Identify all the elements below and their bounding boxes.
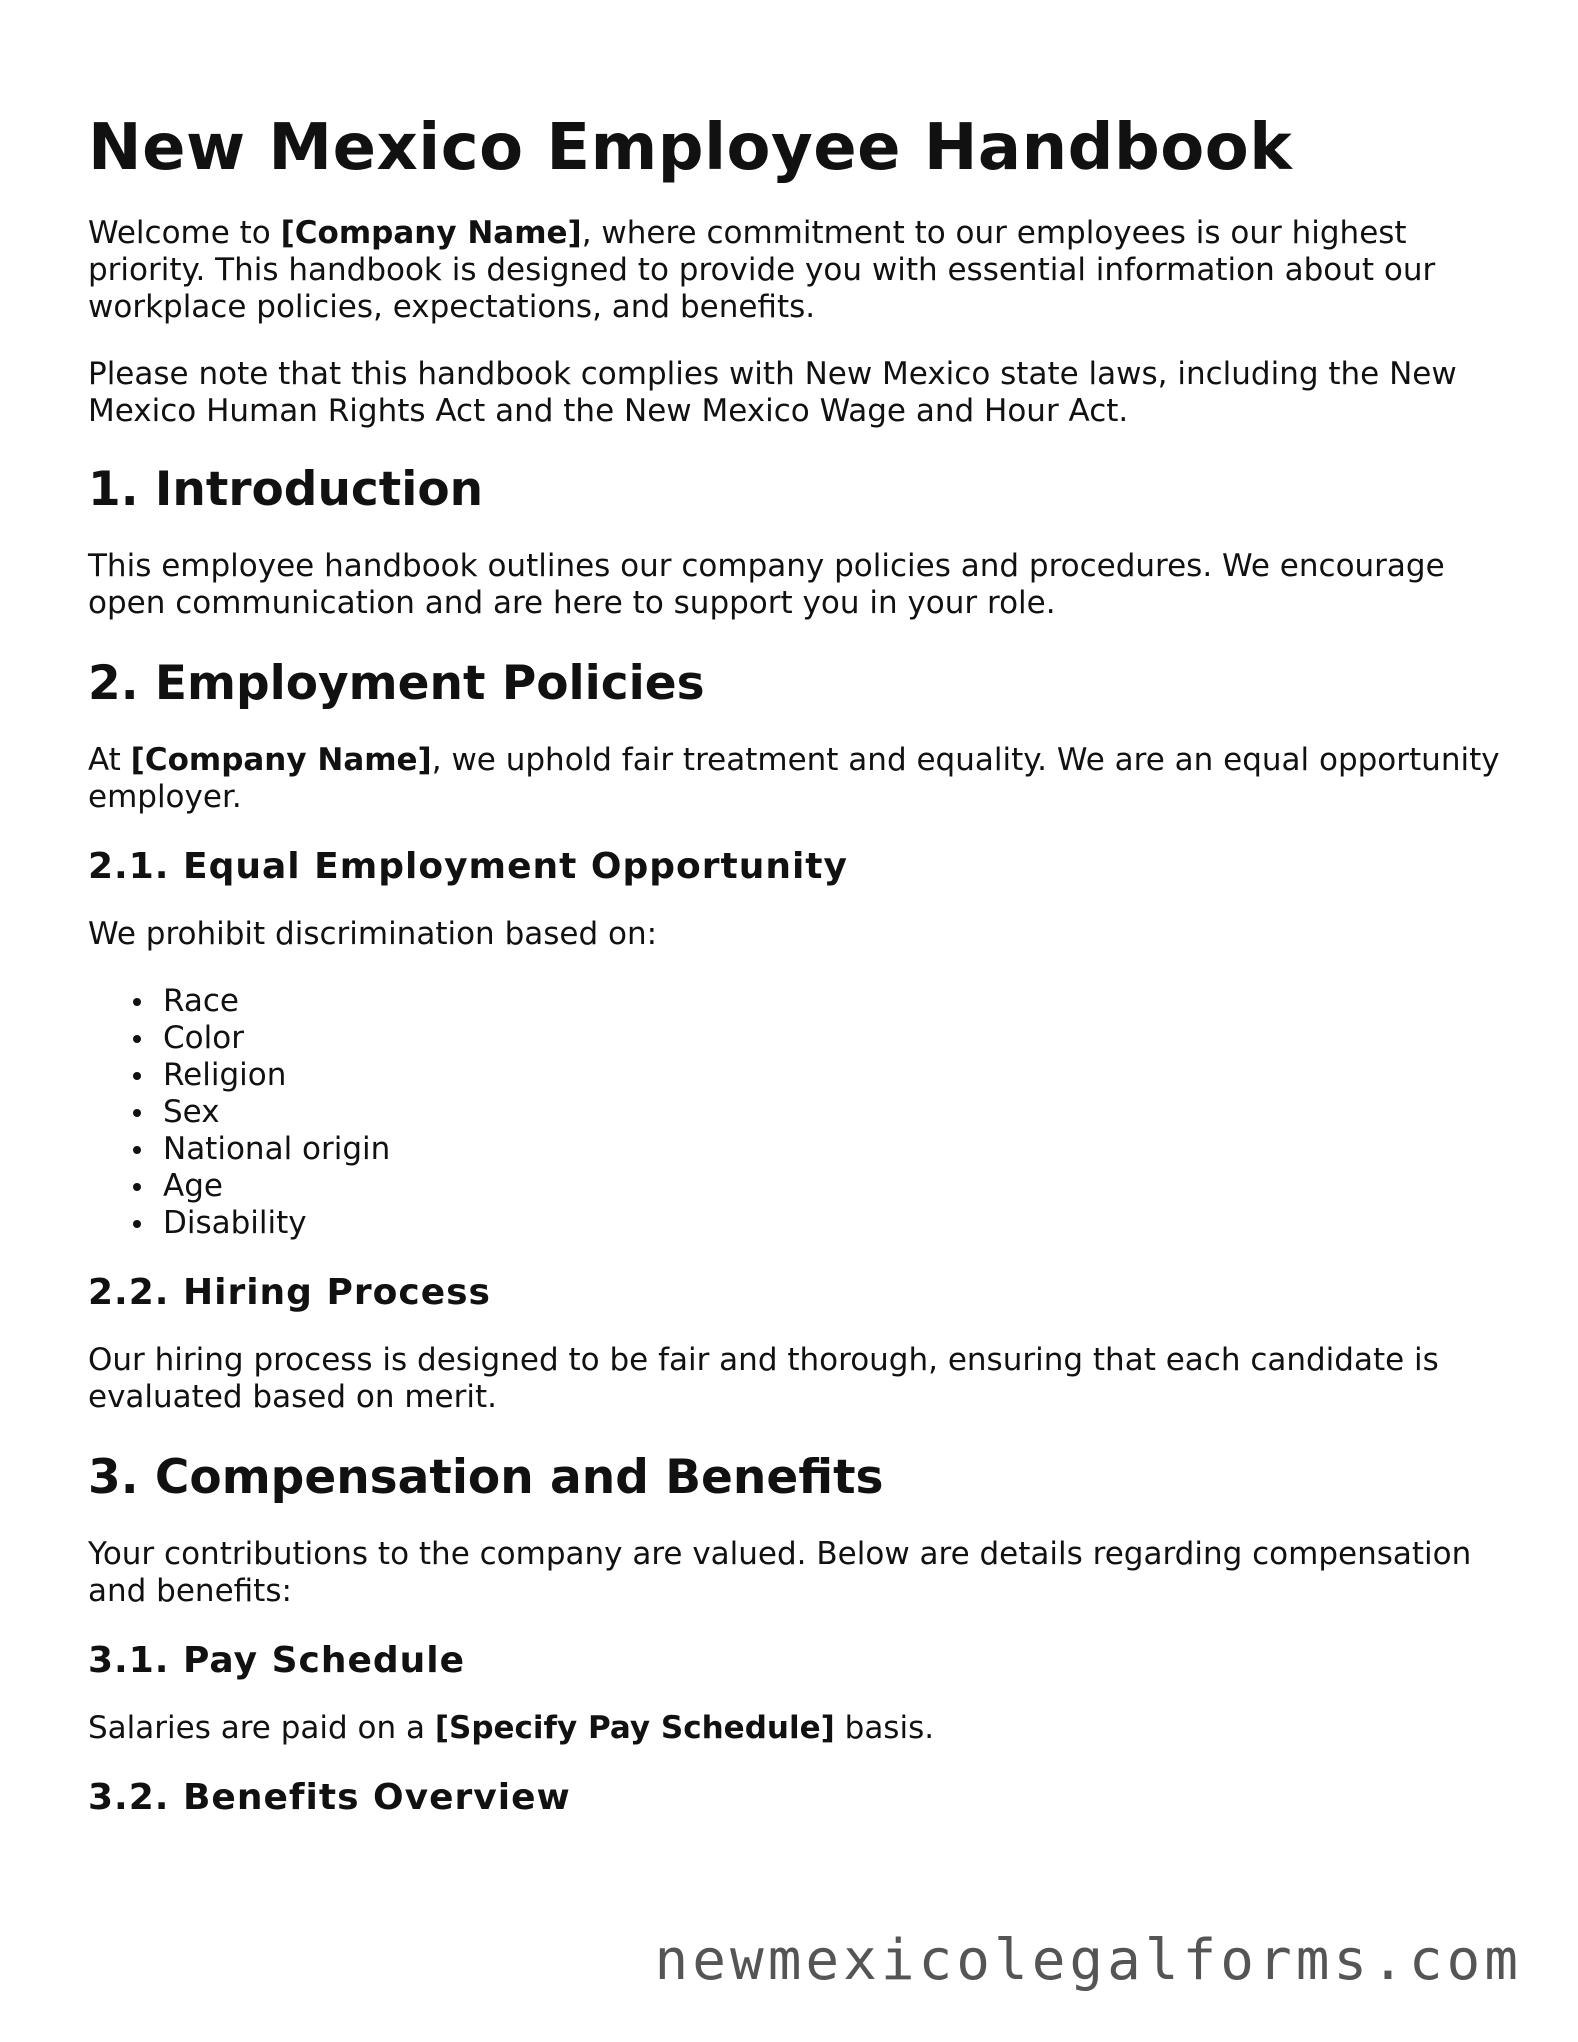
subsection-3-1-body xyxy=(88,1710,1508,1747)
list-item: National origin xyxy=(163,1131,1508,1168)
intro-paragraph-2: Please note that this handbook complies with New Mexico state laws, including the New Mexico Human Rights Act and the New Mexico Wage and Hour Act. xyxy=(88,356,1457,429)
pay-schedule-placeholder: [Specify Pay Schedule] xyxy=(434,1710,835,1746)
section-2-text-start: At xyxy=(88,742,131,778)
discrimination-basis-list xyxy=(88,983,1508,1242)
intro-text-start: Welcome to xyxy=(88,215,281,251)
section-2-text-end: , we uphold fair treatment and equality. We are an equal opportunity employer. xyxy=(88,742,1500,815)
section-1-heading: 1. Introduction xyxy=(88,462,484,517)
subsection-2-1-heading: 2.1. Equal Employment Opportunity xyxy=(88,846,848,887)
intro-paragraph-1 xyxy=(88,215,1508,326)
company-name-placeholder: [Company Name] xyxy=(130,742,432,778)
list-item: Disability xyxy=(163,1205,1508,1242)
section-3-heading: 3. Compensation and Benefits xyxy=(88,1450,884,1505)
company-name-placeholder: [Company Name] xyxy=(280,215,582,251)
document-page xyxy=(88,0,1508,1821)
document-title: New Mexico Employee Handbook xyxy=(88,111,1293,185)
list-item: Color xyxy=(163,1020,1508,1057)
section-2-heading: 2. Employment Policies xyxy=(88,656,705,711)
pay-schedule-text-end: basis. xyxy=(834,1710,935,1746)
subsection-2-1-intro: We prohibit discrimination based on: xyxy=(88,916,658,952)
section-1-body: This employee handbook outlines our company policies and procedures. We encourage open communication and are here to support you in your role. xyxy=(88,548,1445,621)
watermark-footer: newmexicolegalforms.com xyxy=(654,1928,1522,1993)
list-item: Sex xyxy=(163,1094,1508,1131)
subsection-2-2-body: Our hiring process is designed to be fair and thorough, ensuring that each candidate is evaluated based on merit. xyxy=(88,1342,1439,1415)
list-item: Religion xyxy=(163,1057,1508,1094)
intro-text-end: , where commitment to our employees is our highest priority. This handbook is designed to provide you with essential information about our workplace policies, expectations, and benefits. xyxy=(88,215,1436,325)
section-3-body: Your contributions to the company are valued. Below are details regarding compensation and benefits: xyxy=(88,1536,1472,1609)
pay-schedule-text-start: Salaries are paid on a xyxy=(88,1710,435,1746)
subsection-2-2-heading: 2.2. Hiring Process xyxy=(88,1272,491,1313)
subsection-3-1-heading: 3.1. Pay Schedule xyxy=(88,1640,466,1681)
section-2-body xyxy=(88,742,1508,816)
list-item: Race xyxy=(163,983,1508,1020)
list-item: Age xyxy=(163,1168,1508,1205)
subsection-3-2-heading: 3.2. Benefits Overview xyxy=(88,1777,571,1818)
